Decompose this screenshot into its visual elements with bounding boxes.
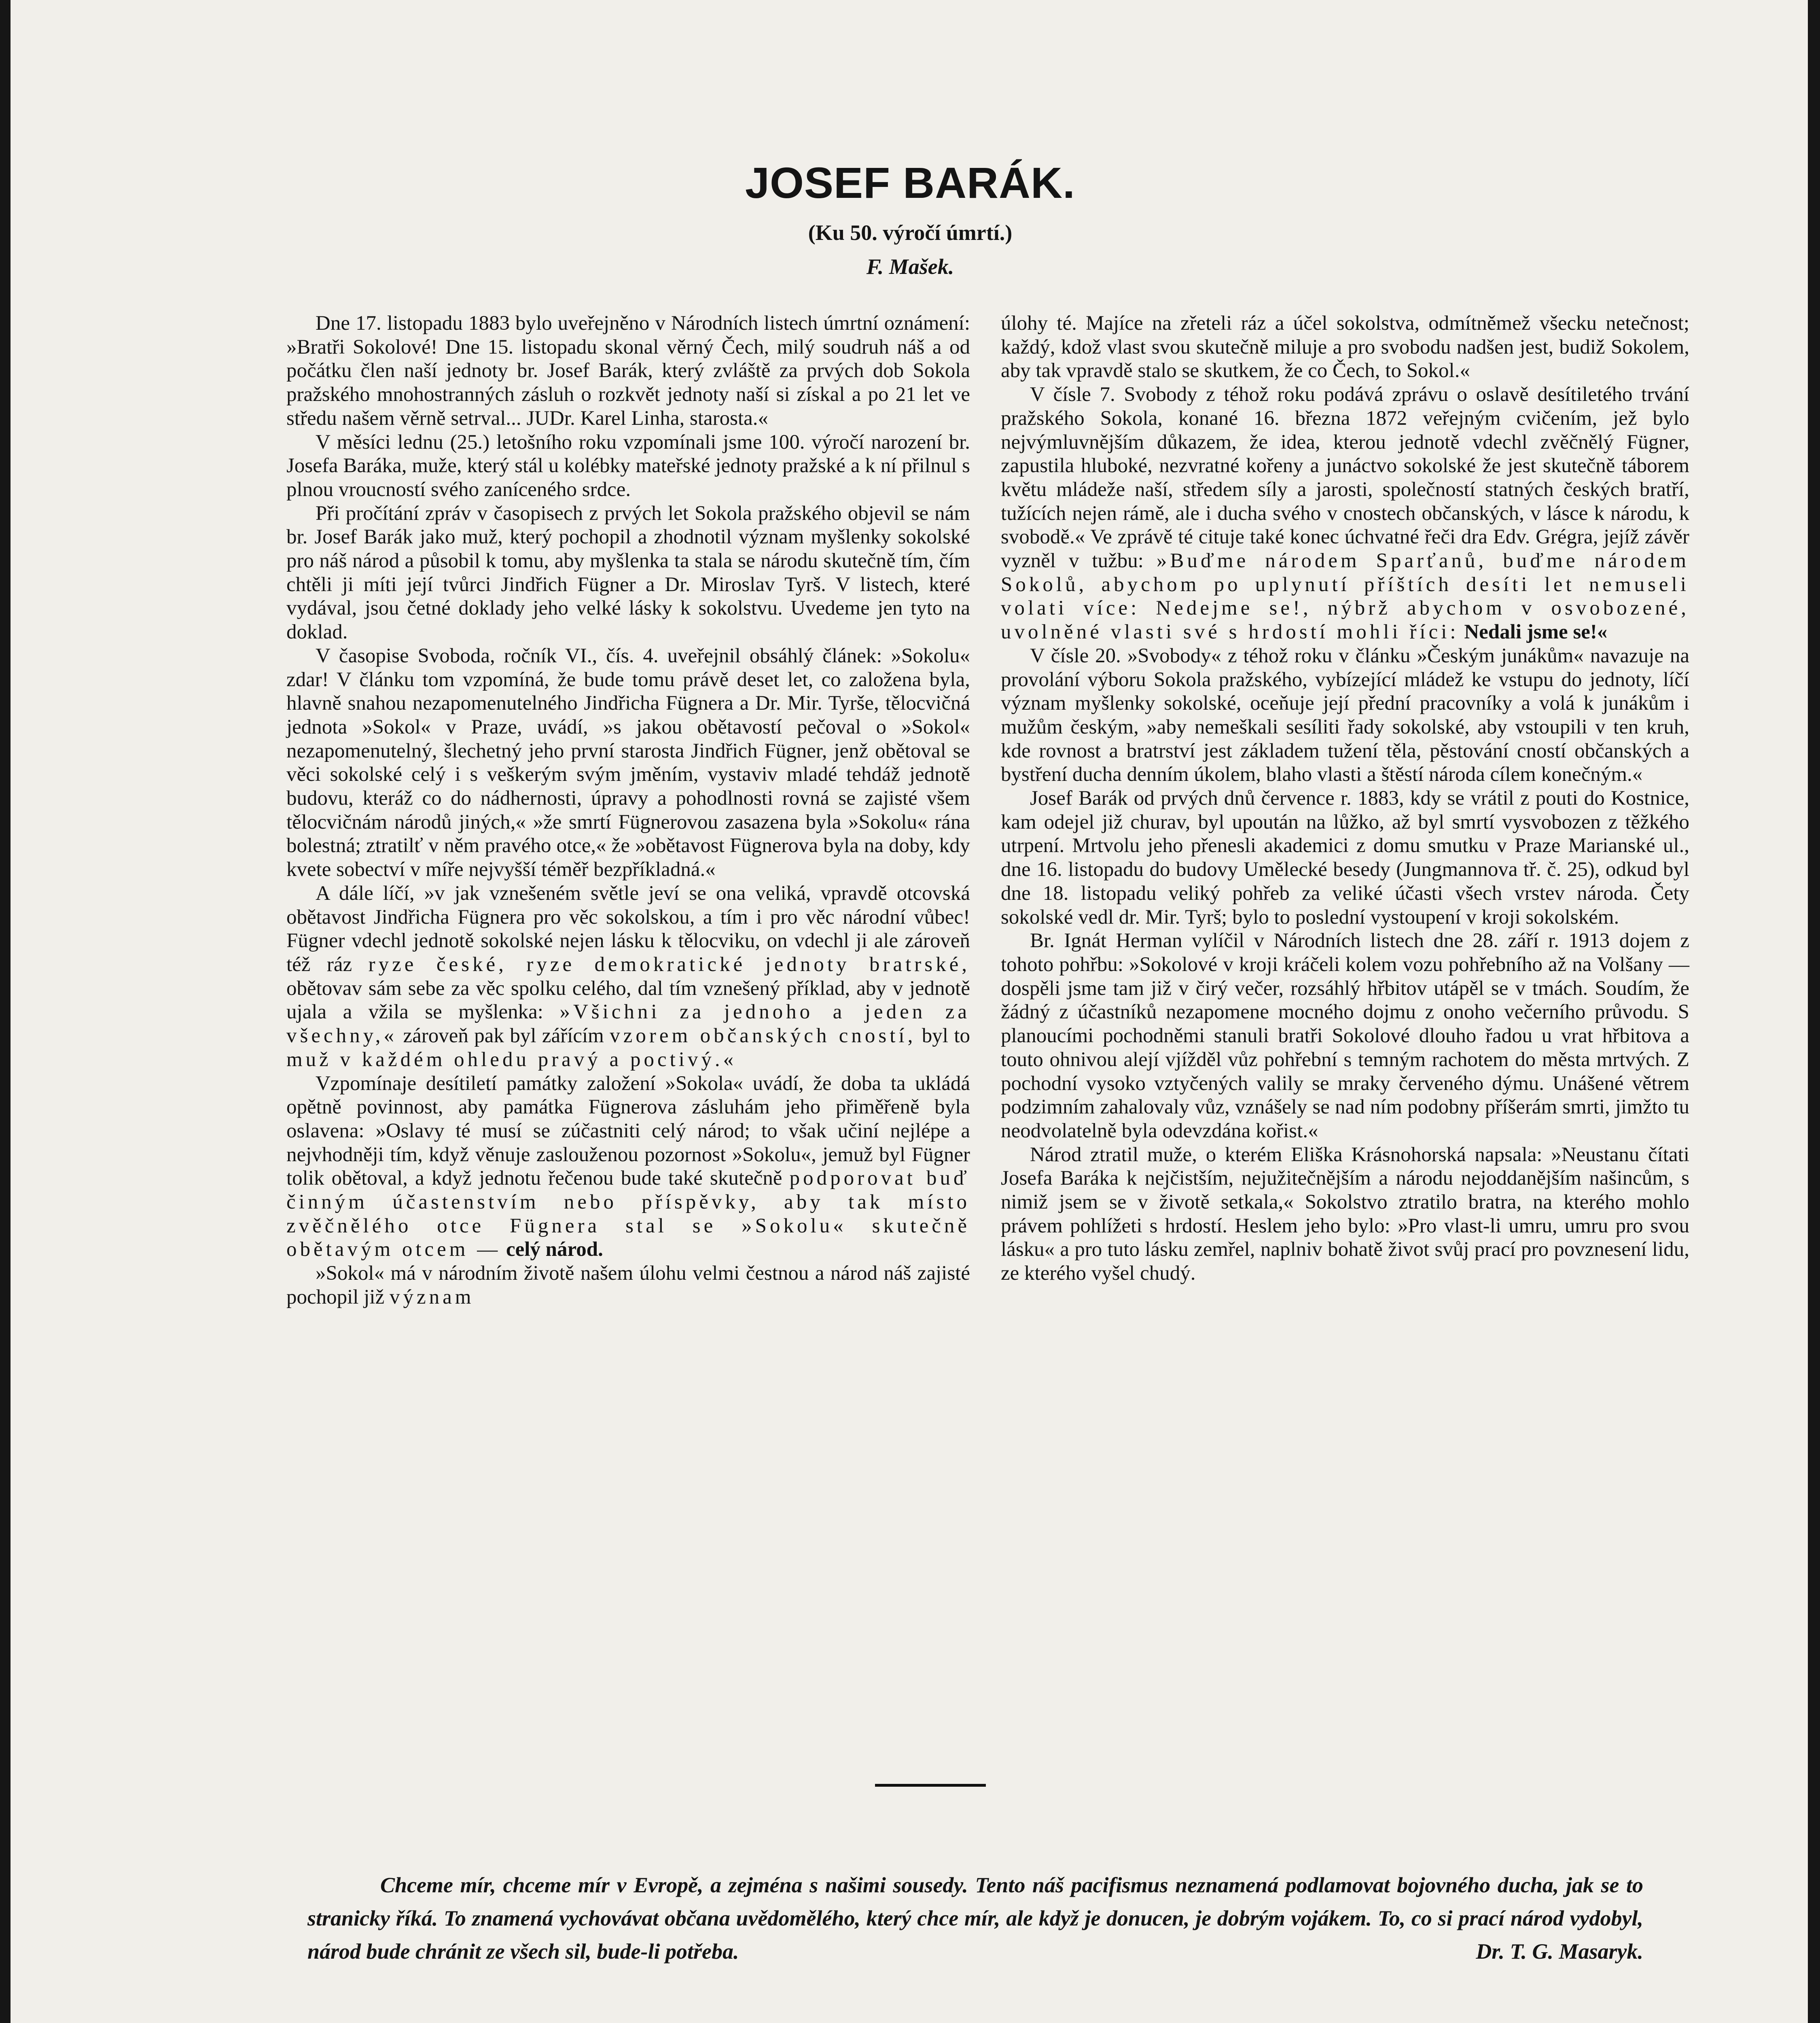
paragraph: Při pročítání zpráv v časopisech z prvých let Sokola pražského objevil se nám br. Josef Barák jako muž, který pochopil a zhodnotil význam myšlenky sokolské pro náš národ a působil k tomu, aby myšlenka ta stala se národu skutečně tím, čím chtěli ji míti její tvůrci Jindřich Fügner a Dr. Miroslav Tyrš. V listech, které vydával, jsou četné doklady jeho velké lásky k sokolstvu. Uvedeme jen tyto na doklad.: [286, 502, 970, 644]
spaced-text: význam: [389, 1285, 475, 1308]
paragraph: [1001, 383, 1689, 644]
text-run: byl to: [922, 1024, 970, 1048]
bold-text: Nedali jsme se!«: [1464, 621, 1608, 644]
text-run: V čísle 7. Svobody z téhož roku podává zprávu o oslavě desítiletého trvání pražského Sokola, konané 16. března 1872 veřejným cvičením, jež bylo nejvýmluvnějším důkazem, že idea, kterou jednotě vdechl zvěčnělý Fügner, zapustila hluboké, nezvratné kořeny a junáctvo sokolské že jest skutečně táborem květu mládeže naší, středem síly a jarosti, společností statných českých bratří, tužících nejen rámě, ale i ducha svého v cnostech občanských, v lásce k národu, k svobodě.« Ve zprávě té cituje také konec úchvatné řeči dra Edv. Grégra, jejíž závěr vyzněl v tužbu:: [1001, 383, 1689, 573]
paragraph: Josef Barák od prvých dnů července r. 1883, kdy se vrátil z pouti do Kostnice, kam odejel již churav, byl upoután na lůžko, až byl smrtí vysvobozen z těžkého utrpení. Mrtvolu jeho přenesli akademici z domu smutku v Praze Marianské ul., dne 16. listopadu do budovy Umělecké besedy (Jungmannova tř. č. 25), odkud byl dne 18. listopadu veliký pohřeb za veliké účasti všech vrstev národa. Čety sokolské vedl dr. Mir. Tyrš; bylo to poslední vystoupení v kroji sokolském.: [1001, 787, 1689, 929]
text-run: A dále líčí, »v jak vznešeném světle jeví se ona veliká, vpravdě otcovská obětavost Jindřicha Fügnera pro věc sokolskou, a tím i pro věc národní vůbec! Fügner vdechl jednotě sokolské nejen lásku k tělocviku, on vdechl ji ale zároveň též ráz: [286, 882, 970, 976]
left-column: [286, 312, 970, 1309]
paragraph: Br. Ignát Herman vylíčil v Národních listech dne 28. září r. 1913 dojem z tohoto pohřbu: »Sokolové v kroji kráčeli kolem vozu pohřebního až na Volšany — dospěli jsme tam již v čirý večer, rozsáhlý hřbitov utápěl se v tmách. Soudím, že žádný z účastníků nezapomene mocného dojmu z onoho večerního průvodu. S planoucími pochodněmi stanuli bratři Sokolové dlouho řadou u vrat hřbitova a touto ohnivou alejí vjížděl vůz pohřební s temným rachotem do města mrtvých. Z pochodní vysoko vztyčených valily se mraky červeného dýmu. Unášené větrem podzimním zahalovaly vůz, vznášely se nad ním podobny příšerám smrti, jimžto tu neodvolatelně byla odevzdána kořist.«: [1001, 929, 1689, 1142]
article-title: JOSEF BARÁK.: [745, 158, 1076, 207]
spaced-text: ryze české, ryze demokratické jednoty bratrské,: [368, 953, 970, 976]
paragraph: V časopise Svoboda, ročník VI., čís. 4. uveřejnil obsáhlý článek: »Sokolu« zdar! V článku tom vzpomíná, že bude tomu právě deset let, co založena byla, hlavně snahou nezapomenutelného Jindřicha Fügnera a Dr. Mir. Tyrše, tělocvičná jednota »Sokol« v Praze, uvádí, »s jakou obětavostí pečoval o »Sokol« nezapomenutelný, šlechetný jeho první starosta Jindřich Fügner, jenž obětoval se věci sokolské celý i s veškerým svým jměním, vystaviv mladé tehdáž jednotě budovu, kteráž co do nádhernosti, úpravy a pohodlnosti rovná se zajisté všem tělocvičnám národů jiných,« »že smrtí Fügnerovou zasazena byla »Sokolu« rána bolestná; ztratilť v něm pravého otce,« že »obětavost Fügnerova byla na doby, kdy kvete sobectví v míře nejvyšší téměř bezpříkladná.«: [286, 644, 970, 881]
text-run: obětovav sám sebe za věc spolku celého, dal tím vznešený příklad, aby v jednotě ujala a vžila se myšlenka:: [286, 977, 970, 1024]
spaced-text: muž v každém ohledu pravý a poctivý.«: [286, 1048, 737, 1071]
section-divider: [875, 1784, 986, 1787]
paragraph: [286, 1262, 970, 1309]
text-run: Vzpomínaje desítiletí památky založení »Sokola« uvádí, že doba ta ukládá opětně povinnost, aby památka Fügnerova zásluhám jeho přiměřeně byla oslavena: »Oslavy té musí se zúčastniti celý národ; to však učiní nejlépe a nejvhodněji tím, když věnuje zaslouženou pozornost »Sokolu«, jemuž byl Fügner tolik obětoval, a když jednotu řečenou bude také skutečně: [286, 1072, 970, 1190]
paragraph: V měsíci lednu (25.) letošního roku vzpomínali jsme 100. výročí narození br. Josefa Baráka, muže, který stál u kolébky mateřské jednoty pražské a k ní přilnul s plnou vroucností svého zaníceného srdce.: [286, 430, 970, 501]
scan-border-left: [0, 0, 11, 2023]
paragraph: úlohy té. Majíce na zřeteli ráz a účel sokolstva, odmítněmež všecku netečnost; každý, kdož vlast svou skutečně miluje a pro svobodu nadšen jest, budiž Sokolem, aby tak vpravdě stalo se skutkem, že co Čech, to Sokol.«: [1001, 312, 1689, 382]
quote-text: Chceme mír, chceme mír v Evropě, a zejména s našimi sousedy. Tento náš pacifismus neznamená podlamovat bojovného ducha, jak se to stranicky říká. To znamená vychovávat občana uvědomělého, který chce mír, ale když je donucen, je dobrým vojákem. To, co si prací národ vydobyl, národ bude chránit ze všech sil, bude-li potřeba.: [307, 1873, 1643, 1964]
scan-border-right: [1808, 0, 1820, 2023]
right-column: [1001, 312, 1689, 1285]
paragraph: [286, 882, 970, 1072]
text-run: zároveň pak byl zářícím: [403, 1024, 604, 1048]
article-subtitle: (Ku 50. výročí úmrtí.): [808, 221, 1013, 245]
quote-signature: Dr. T. G. Masaryk.: [1476, 1939, 1643, 1964]
spaced-text: »Buďme národem Sparťanů, buďme národem Sokolů, abychom po uplynutí příštích desíti let nemuseli volati více: Nedejme se!, nýbrž abychom v osvobozené, uvolněné vlasti své s hrdostí mohli říci:: [1001, 549, 1689, 644]
spaced-text: podporovat buď činným účastenstvím nebo příspěvky, aby tak místo zvěčnělého otce Fügnera stal se »Sokolu« skutečně obětavým otcem —: [286, 1167, 970, 1261]
text-run: »Sokol« má v národním životě našem úlohu velmi čestnou a národ náš zajisté pochopil již: [286, 1262, 970, 1308]
paragraph: V čísle 20. »Svobody« z téhož roku v článku »Českým junákům« navazuje na provolání výboru Sokola pražského, vybízející mládež ke vstupu do jednoty, líčí význam myšlenky sokolské, oceňuje její přední pracovníky a volá k junákům i mužům českým, »aby nemeškali sesíliti řady sokolské, aby vstoupili v ten kruh, kde rovnost a bratrství jest základem tužení těla, pěstování cností občanských a bystření ducha denním úkolem, blaho vlasti a štěstí národa cílem konečným.«: [1001, 644, 1689, 786]
paragraph: [286, 1072, 970, 1262]
spaced-text: vzorem občanských cností,: [610, 1024, 916, 1048]
masaryk-quote: [307, 1868, 1643, 1968]
paragraph: Národ ztratil muže, o kterém Eliška Krásnohorská napsala: »Neustanu čítati Josefa Baráka k nejčistším, nejužitečnějším a národu nejoddanějším našincům, s nimiž jsem se v životě setkala,« Sokolstvo ztratilo bratra, na kterého mohlo právem pohlížeti s hrdostí. Heslem jeho bylo: »Pro vlast-li umru, umru pro svou lásku« a pro tuto lásku zemřel, naplniv bohatě život svůj prací pro povznesení lidu, ze kterého vyšel chudý.: [1001, 1143, 1689, 1285]
article-author: F. Mašek.: [866, 254, 954, 279]
spaced-text: »Všichni za jednoho a jeden za všechny,«: [286, 1001, 970, 1048]
bold-text: celý národ.: [506, 1238, 603, 1261]
paragraph: Dne 17. listopadu 1883 bylo uveřejněno v Národních listech úmrtní oznámení: »Bratři Sokolové! Dne 15. listopadu skonal věrný Čech, milý soudruh náš a od počátku člen naší jednoty br. Josef Barák, který zvláště za prvých dob Sokola pražského mnohostranných zásluh o rozkvět jednoty naší si získal a po 21 let ve středu našem věrně setrval... JUDr. Karel Linha, starosta.«: [286, 312, 970, 430]
